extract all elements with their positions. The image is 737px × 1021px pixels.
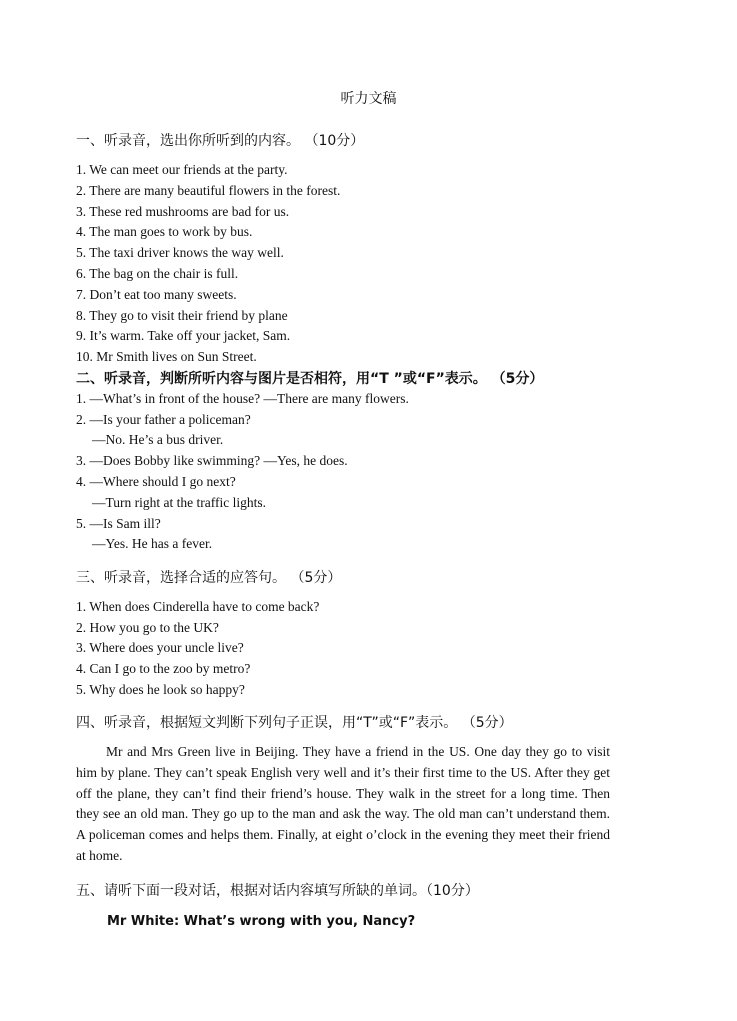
s2-line-5: 4. —Where should I go next? [76, 474, 236, 489]
section-2-heading: 二、听录音，判断所听内容与图片是否相符，用“T ”或“F”表示。 （5分） [76, 371, 544, 387]
s1-line-1: 1. We can meet our friends at the party. [76, 162, 288, 177]
s2-line-7: 5. —Is Sam ill? [76, 516, 161, 531]
s5-dialog-line: Mr White: What’s wrong with you, Nancy? [107, 914, 416, 929]
s4-paragraph-text: Mr and Mrs Green live in Beijing. They have a friend in the US. One day they go to visit him by plane. They can’t speak English very well and it’s their first time to the US. After they get off the plane, they can’t find their friend’s house. They walk in the street for a long time. Then they see an old man. They go up to the man and ask the way. The old man can’t understand them. A policeman comes and helps them. Finally, at eight o’clock in the evening they meet their friend at home. [76, 744, 610, 863]
s1-line-10: 10. Mr Smith lives on Sun Street. [76, 349, 257, 364]
section-4-heading: 四、听录音，根据短文判断下列句子正误，用“T”或“F”表示。 （5分） [76, 715, 513, 731]
s1-line-2: 2. There are many beautiful flowers in the forest. [76, 183, 341, 198]
s1-line-7: 7. Don’t eat too many sweets. [76, 287, 237, 302]
s3-line-3: 3. Where does your uncle live? [76, 640, 244, 655]
s3-line-5: 5. Why does he look so happy? [76, 682, 245, 697]
s3-line-2: 2. How you go to the UK? [76, 620, 219, 635]
s1-line-5: 5. The taxi driver knows the way well. [76, 245, 284, 260]
s2-line-3: —No. He’s a bus driver. [92, 432, 224, 447]
section-5-heading: 五、请听下面一段对话，根据对话内容填写所缺的单词。（10分） [76, 883, 479, 899]
s2-line-1: 1. —What’s in front of the house? —There are many flowers. [76, 391, 409, 406]
s4-paragraph [76, 742, 610, 867]
s1-line-3: 3. These red mushrooms are bad for us. [76, 204, 290, 219]
section-1-heading: 一、听录音，选出你所听到的内容。 （10分） [76, 133, 365, 149]
s1-line-4: 4. The man goes to work by bus. [76, 224, 253, 239]
s2-line-6: —Turn right at the traffic lights. [92, 495, 266, 510]
s2-line-8: —Yes. He has a fever. [92, 536, 213, 551]
section-3-heading: 三、听录音，选择合适的应答句。 （5分） [76, 570, 342, 586]
page-title: 听力文稿 [340, 91, 397, 107]
s3-line-1: 1. When does Cinderella have to come back? [76, 599, 320, 614]
s1-line-8: 8. They go to visit their friend by plane [76, 308, 288, 323]
s2-line-2: 2. —Is your father a policeman? [76, 412, 251, 427]
s3-line-4: 4. Can I go to the zoo by metro? [76, 661, 251, 676]
s1-line-6: 6. The bag on the chair is full. [76, 266, 239, 281]
s1-line-9: 9. It’s warm. Take off your jacket, Sam. [76, 328, 291, 343]
s2-line-4: 3. —Does Bobby like swimming? —Yes, he does. [76, 453, 348, 468]
